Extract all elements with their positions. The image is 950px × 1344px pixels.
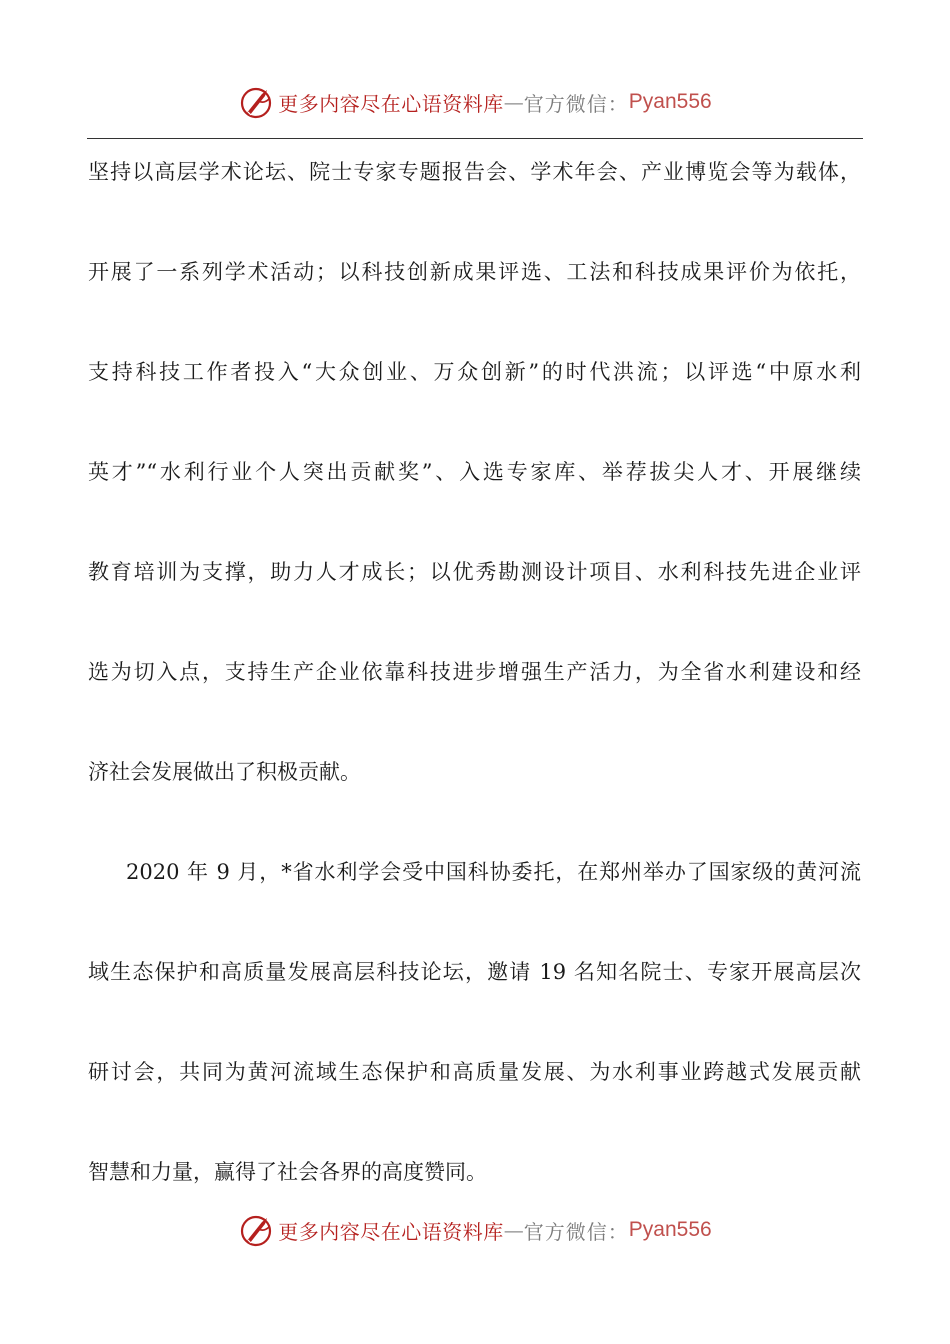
document-body — [88, 150, 861, 1250]
footer-wechat-label: 官方微信： — [523, 1219, 629, 1244]
paragraph-line: 坚持以高层学术论坛、院士专家专题报告会、学术年会、产业博览会等为载体， — [88, 160, 861, 184]
paragraph-line: 研讨会，共同为黄河流域生态保护和高质量发展、为水利事业跨越式发展贡献 — [88, 1060, 861, 1084]
header-wechat-id: Pyan556 — [628, 90, 712, 113]
paragraph-line: 2020 年 9 月，*省水利学会受中国科协委托，在郑州举办了国家级的黄河流 — [126, 860, 861, 884]
paragraph-2 — [88, 850, 861, 1250]
paragraph-line: 教育培训为支撑，助力人才成长；以优秀勘测设计项目、水利科技先进企业评 — [88, 560, 861, 584]
pen-logo-icon — [238, 84, 274, 120]
footer-banner — [0, 1210, 950, 1250]
paragraph-line: 域生态保护和高质量发展高层科技论坛，邀请 19 名知名院士、专家开展高层次 — [88, 960, 861, 984]
header-dash: — — [503, 90, 524, 114]
paragraph-line: 智慧和力量，赢得了社会各界的高度赞同。 — [88, 1160, 487, 1184]
pen-logo-icon — [238, 1212, 274, 1248]
footer-dash: — — [503, 1218, 524, 1242]
paragraph-line: 开展了一系列学术活动；以科技创新成果评选、工法和科技成果评价为依托， — [88, 260, 861, 284]
header-wechat-label: 官方微信： — [523, 91, 629, 116]
paragraph-line: 英才”“水利行业个人突出贡献奖”、入选专家库、举荐拔尖人才、开展继续 — [88, 460, 861, 484]
paragraph-line: 支持科技工作者投入“大众创业、万众创新”的时代洪流；以评选“中原水利 — [88, 360, 861, 384]
header-divider — [87, 138, 863, 139]
paragraph-1 — [88, 150, 861, 850]
paragraph-line: 济社会发展做出了积极贡献。 — [88, 760, 361, 784]
header-banner — [0, 82, 950, 122]
paragraph-line: 选为切入点，支持生产企业依靠科技进步增强生产活力，为全省水利建设和经 — [88, 660, 861, 684]
footer-wechat-id: Pyan556 — [628, 1218, 712, 1241]
footer-slogan: 更多内容尽在心语资料库 — [278, 1219, 504, 1244]
header-slogan: 更多内容尽在心语资料库 — [278, 91, 504, 116]
